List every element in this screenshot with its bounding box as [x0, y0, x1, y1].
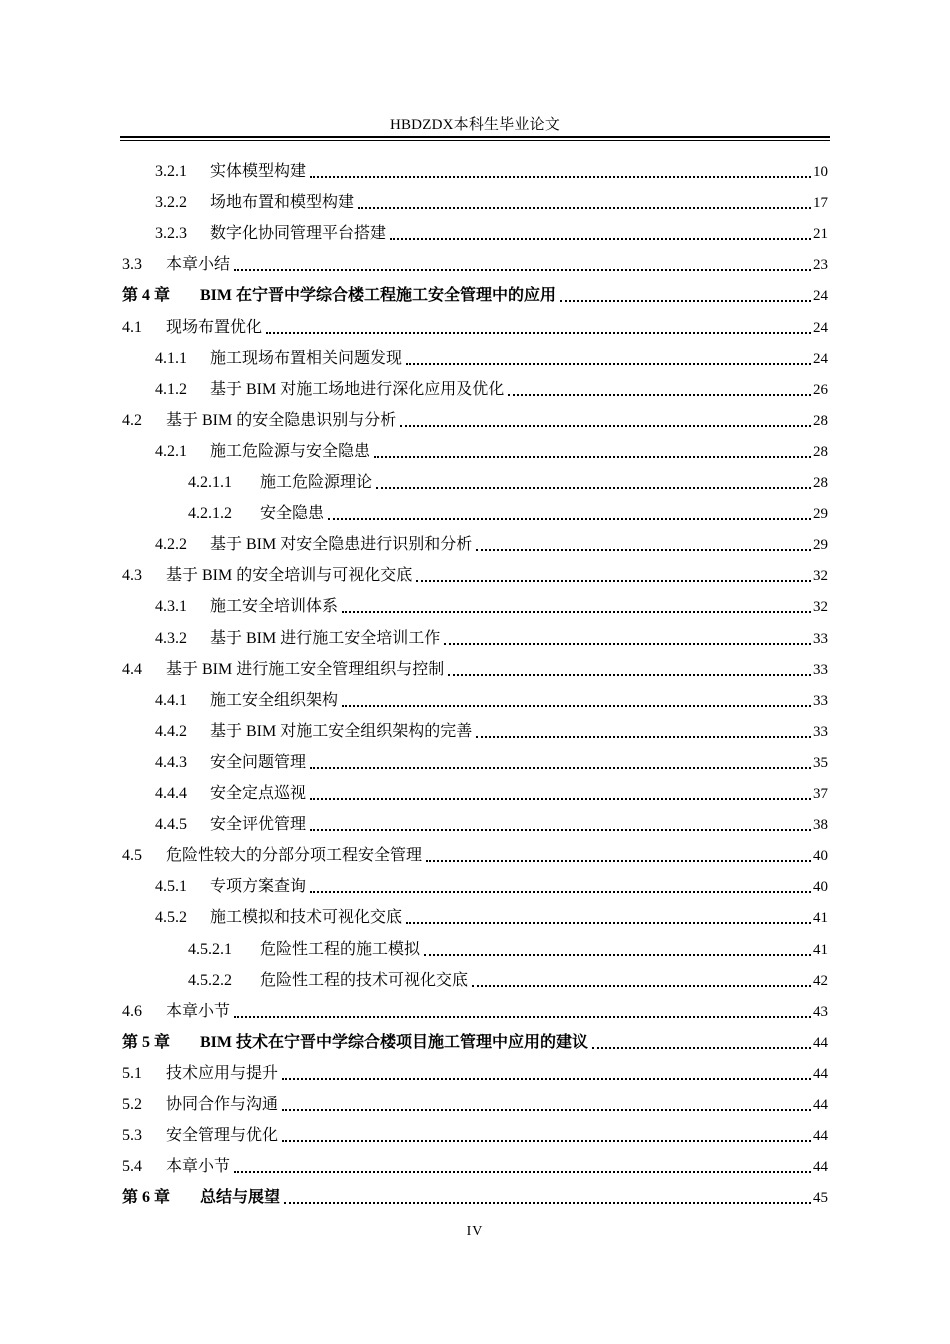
toc-entry-number: 5.2	[122, 1096, 142, 1113]
toc-entry-label: 技术应用与提升	[166, 1064, 279, 1082]
toc-entry-page: 10	[813, 164, 828, 180]
toc-entry[interactable]	[155, 873, 828, 897]
toc-entry-number: 3.2.3	[155, 225, 187, 243]
toc-entry-number: 4.1.2	[155, 380, 187, 398]
toc-entry[interactable]	[155, 687, 828, 711]
toc-entry-page: 42	[813, 972, 828, 989]
toc-entry-page: 28	[813, 412, 828, 429]
toc-entry[interactable]	[122, 251, 828, 275]
toc-entry-label: 专项方案查询	[210, 878, 307, 896]
toc-dot-leader	[358, 199, 811, 209]
toc-entry-page: 44	[813, 1034, 828, 1051]
toc-entry[interactable]	[155, 593, 828, 617]
toc-entry-label: 现场布置优化	[166, 318, 263, 336]
toc-entry-label: 基于 BIM 对安全隐患进行识别和分析	[210, 536, 473, 554]
toc-entry-page: 33	[813, 630, 828, 647]
toc-entry-page: 26	[813, 381, 828, 398]
toc-dot-leader	[448, 666, 811, 676]
toc-entry-label: 基于 BIM 对施工场地进行深化应用及优化	[210, 380, 505, 398]
toc-entry[interactable]	[155, 749, 828, 773]
toc-entry-number: 5.3	[122, 1127, 142, 1145]
toc-entry-page: 23	[813, 257, 828, 274]
toc-entry-page: 44	[813, 1097, 828, 1113]
toc-entry-label: BIM 在宁晋中学综合楼工程施工安全管理中的应用	[200, 287, 557, 305]
toc-entry-page: 41	[813, 941, 828, 958]
toc-entry-page: 44	[813, 1065, 828, 1082]
toc-entry-label: 基于 BIM 的安全培训与可视化交底	[166, 567, 413, 585]
toc-dot-leader	[282, 1132, 811, 1142]
toc-entry-number: 3.2.1	[155, 163, 187, 180]
toc-entry-label: 数字化协同管理平台搭建	[210, 225, 387, 243]
toc-entry-number: 4.3.1	[155, 598, 187, 616]
toc-entry-label: 危险性工程的施工模拟	[260, 940, 421, 958]
toc-entry[interactable]	[155, 376, 828, 400]
toc-dot-leader	[560, 292, 811, 302]
toc-entry-label: 基于 BIM 进行施工安全管理组织与控制	[166, 660, 445, 678]
toc-entry-number: 第 4 章	[122, 287, 171, 305]
toc-entry-number: 4.4.2	[155, 722, 187, 740]
toc-entry-number: 4.2.1	[155, 442, 187, 460]
toc-entry-label: 施工安全组织架构	[210, 691, 339, 709]
toc-entry[interactable]	[122, 314, 828, 338]
toc-entry-page: 24	[813, 319, 828, 336]
toc-entry-number: 4.5.2.1	[188, 940, 232, 958]
toc-entry-page: 24	[813, 350, 828, 367]
toc-entry-page: 24	[813, 288, 828, 305]
toc-entry[interactable]	[155, 718, 828, 742]
toc-entry-number: 3.3	[122, 256, 142, 274]
toc-entry[interactable]	[155, 220, 828, 244]
toc-entry-page: 44	[813, 1128, 828, 1145]
toc-entry-number: 4.4.4	[155, 785, 187, 802]
toc-entry[interactable]	[122, 1060, 828, 1084]
toc-dot-leader	[328, 510, 811, 520]
toc-entry-page: 40	[813, 879, 828, 896]
toc-entry-label: 施工模拟和技术可视化交底	[210, 909, 403, 927]
toc-entry-label: 施工安全培训体系	[210, 598, 339, 616]
toc-dot-leader	[282, 1070, 811, 1080]
toc-dot-leader	[234, 1163, 811, 1173]
toc-dot-leader	[310, 790, 811, 800]
toc-entry-page: 35	[813, 754, 828, 771]
toc-dot-leader	[444, 635, 811, 645]
toc-entry-number: 4.2	[122, 411, 142, 429]
toc-entry-label: 安全管理与优化	[166, 1127, 279, 1145]
toc-entry[interactable]	[188, 469, 828, 493]
page-number: IV	[466, 1224, 484, 1239]
toc-entry[interactable]	[155, 531, 828, 555]
toc-entry-label: 施工危险源理论	[260, 474, 373, 491]
toc-dot-leader	[424, 946, 811, 956]
toc-dot-leader	[592, 1039, 811, 1049]
toc-dot-leader	[390, 230, 811, 240]
toc-entry[interactable]	[188, 500, 828, 524]
toc-entry[interactable]	[122, 1184, 828, 1208]
toc-entry-label: 安全定点巡视	[210, 785, 307, 802]
toc-entry-page: 40	[813, 848, 828, 865]
toc-entry-page: 32	[813, 599, 828, 616]
toc-entry-label: 本章小节	[166, 1158, 231, 1176]
toc-entry[interactable]	[122, 1029, 828, 1053]
toc-entry-number: 3.2.2	[155, 194, 187, 212]
toc-entry[interactable]	[122, 282, 828, 306]
toc-entry-page: 43	[813, 1003, 828, 1020]
toc-dot-leader	[374, 448, 811, 458]
toc-entry[interactable]	[155, 438, 828, 462]
toc-entry-label: 本章小结	[166, 256, 231, 274]
toc-entry-label: BIM 技术在宁晋中学综合楼项目施工管理中应用的建议	[200, 1033, 589, 1051]
toc-dot-leader	[342, 603, 811, 613]
running-header: HBDZDX本科生毕业论文	[389, 117, 561, 133]
toc-entry-number: 4.3	[122, 567, 142, 585]
toc-entry-page: 33	[813, 661, 828, 678]
toc-dot-leader	[508, 386, 811, 396]
toc-entry[interactable]	[155, 158, 828, 182]
toc-entry-label: 场地布置和模型构建	[210, 194, 355, 212]
toc-entry-label: 基于 BIM 进行施工安全培训工作	[210, 629, 441, 647]
toc-dot-leader	[284, 1194, 811, 1204]
toc-dot-leader	[310, 821, 811, 831]
toc-dot-leader	[416, 572, 811, 582]
toc-entry-page: 45	[813, 1190, 828, 1207]
toc-entry-number: 4.6	[122, 1002, 142, 1020]
toc-dot-leader	[310, 883, 811, 893]
toc-entry-number: 4.5.2	[155, 909, 187, 927]
toc-dot-leader	[476, 728, 811, 738]
toc-entry-number: 5.1	[122, 1064, 142, 1082]
toc-entry[interactable]	[188, 967, 828, 991]
toc-entry-label: 安全评优管理	[210, 816, 307, 834]
toc-entry[interactable]	[122, 562, 828, 586]
toc-entry-label: 施工现场布置相关问题发现	[210, 349, 403, 367]
toc-entry-number: 4.5.2.2	[188, 971, 232, 989]
toc-entry[interactable]	[155, 625, 828, 649]
toc-entry-label: 总结与展望	[200, 1189, 281, 1207]
toc-dot-leader	[310, 168, 811, 178]
toc-entry-page: 21	[813, 226, 828, 243]
toc-entry-number: 4.4.5	[155, 816, 187, 834]
toc-entry[interactable]	[155, 780, 828, 804]
toc-dot-leader	[234, 261, 811, 271]
toc-entry[interactable]	[155, 811, 828, 835]
toc-entry-label: 危险性工程的技术可视化交底	[260, 971, 469, 989]
toc-entry-page: 29	[813, 537, 828, 554]
toc-dot-leader	[234, 1008, 811, 1018]
toc-entry-label: 安全问题管理	[210, 753, 307, 771]
toc-entry-number: 4.1.1	[155, 349, 187, 367]
toc-entry-label: 施工危险源与安全隐患	[210, 442, 371, 460]
toc-dot-leader	[400, 417, 811, 427]
toc-dot-leader	[472, 977, 811, 987]
toc-entry[interactable]	[122, 1153, 828, 1177]
toc-entry-page: 37	[813, 786, 828, 802]
toc-entry-page: 28	[813, 475, 828, 491]
toc-entry[interactable]	[155, 189, 828, 213]
toc-entry-number: 4.2.1.2	[188, 505, 232, 523]
toc-entry-label: 危险性较大的分部分项工程安全管理	[166, 847, 423, 865]
toc-entry[interactable]	[155, 345, 828, 369]
toc-entry-label: 实体模型构建	[210, 163, 307, 180]
toc-entry-number: 4.5.1	[155, 878, 187, 896]
toc-entry-page: 44	[813, 1159, 828, 1176]
toc-entry-number: 4.2.2	[155, 536, 187, 554]
toc-entry-page: 33	[813, 692, 828, 709]
toc-entry[interactable]	[122, 407, 828, 431]
toc-dot-leader	[406, 914, 811, 924]
toc-dot-leader	[476, 541, 811, 551]
toc-dot-leader	[282, 1101, 811, 1111]
toc-entry-number: 4.5	[122, 847, 142, 865]
toc-entry-number: 第 5 章	[122, 1033, 171, 1051]
toc-dot-leader	[426, 852, 811, 862]
toc-dot-leader	[266, 324, 811, 334]
toc-dot-leader	[406, 355, 811, 365]
toc-entry-page: 33	[813, 723, 828, 740]
toc-entry-label: 基于 BIM 的安全隐患识别与分析	[166, 411, 397, 429]
toc-entry[interactable]	[122, 998, 828, 1022]
toc-entry-page: 32	[813, 568, 828, 585]
toc-entry-page: 17	[813, 195, 828, 212]
toc-entry[interactable]	[188, 936, 828, 960]
toc-entry-number: 4.2.1.1	[188, 474, 232, 491]
toc-entry-label: 安全隐患	[260, 505, 325, 523]
toc-entry-page: 38	[813, 817, 828, 834]
toc-entry-number: 4.3.2	[155, 629, 187, 647]
toc-entry-label: 本章小节	[166, 1002, 231, 1020]
toc-entry-number: 4.4.3	[155, 753, 187, 771]
toc-entry-number: 4.4.1	[155, 691, 187, 709]
toc-entry-page: 29	[813, 506, 828, 523]
toc-dot-leader	[376, 479, 811, 489]
toc-entry-number: 4.4	[122, 660, 142, 678]
toc-entry-page: 41	[813, 910, 828, 927]
toc-entry-number: 5.4	[122, 1158, 142, 1176]
toc-entry[interactable]	[122, 842, 828, 866]
toc-entry[interactable]	[122, 656, 828, 680]
toc-entry[interactable]	[155, 904, 828, 928]
toc-dot-leader	[310, 759, 811, 769]
toc-entry-label: 协同合作与沟通	[166, 1096, 279, 1113]
toc-entry-number: 第 6 章	[122, 1189, 171, 1207]
toc-entry[interactable]	[122, 1122, 828, 1146]
toc-entry-page: 28	[813, 443, 828, 460]
toc-entry[interactable]	[122, 1091, 828, 1115]
toc-entry-label: 基于 BIM 对施工安全组织架构的完善	[210, 722, 473, 740]
toc-entry-number: 4.1	[122, 318, 142, 336]
toc-dot-leader	[342, 697, 811, 707]
